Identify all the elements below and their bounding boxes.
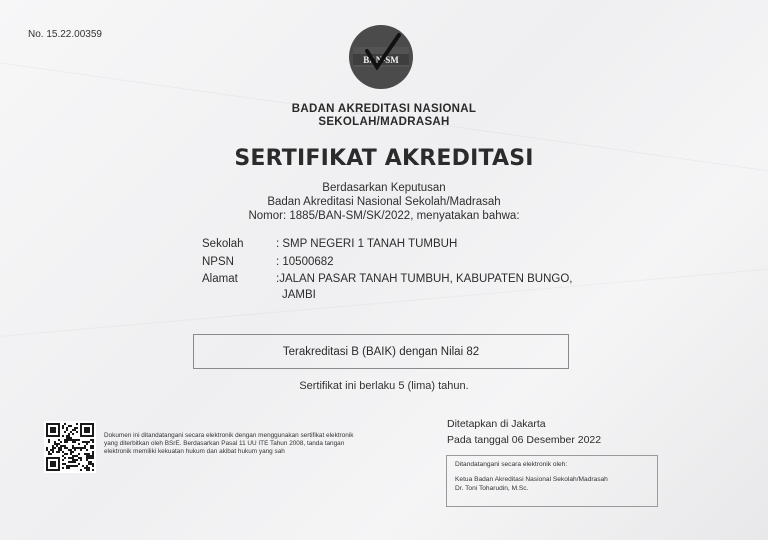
decree-line1: Berdasarkan Keputusan <box>322 182 446 194</box>
electronic-signature-box <box>446 455 658 507</box>
decree-line2: Badan Akreditasi Nasional Sekolah/Madrasah <box>267 196 501 208</box>
npsn-value: : 10500682 <box>276 256 334 268</box>
npsn-label: NPSN <box>202 256 234 268</box>
signing-place: Ditetapkan di Jakarta <box>447 418 546 430</box>
ban-sm-logo <box>347 23 415 91</box>
accreditation-result-box <box>193 334 569 369</box>
qr-code <box>44 421 96 473</box>
school-name-value: : SMP NEGERI 1 TANAH TUMBUH <box>276 238 458 250</box>
signing-date: Pada tanggal 06 Desember 2022 <box>447 434 602 446</box>
decree-line3: Nomor: 1885/BAN-SM/SK/2022, menyatakan bahwa: <box>248 210 520 222</box>
certificate-title: SERTIFIKAT AKREDITASI <box>234 146 534 171</box>
electronic-signature-notice: Dokumen ini ditandatangani secara elektronik dengan menggunakan sertifikat elektronik yang diterbitkan oleh BSrE. Berdasarkan Pasal 11 UU ITE Tahun 2008, tanda tangan elektronik memiliki kekuatan hukum dan akibat hukum yang sah <box>104 432 354 455</box>
address-value-line2: JAMBI <box>282 289 316 301</box>
signer-position: Ketua Badan Akreditasi Nasional Sekolah/Madrasah <box>455 476 608 483</box>
accreditation-result: Terakreditasi B (BAIK) dengan Nilai 82 <box>282 345 480 358</box>
signature-box-heading: Ditandatangani secara elektronik oleh: <box>455 461 568 468</box>
address-value: :JALAN PASAR TANAH TUMBUH, KABUPATEN BUNGO, <box>276 273 573 285</box>
address-label: Alamat <box>202 273 238 285</box>
validity-text: Sertifikat ini berlaku 5 (lima) tahun. <box>299 380 469 392</box>
certificate-number: No. 15.22.00359 <box>28 29 102 40</box>
logo-text: BAN-SM <box>363 55 399 65</box>
school-name-row <box>202 238 457 250</box>
school-name-label: Sekolah <box>202 238 244 250</box>
signer-name: Dr. Toni Toharudin, M.Sc. <box>455 485 529 492</box>
address-row <box>202 273 573 285</box>
organization-line2: SEKOLAH/MADRASAH <box>318 116 450 128</box>
npsn-row <box>202 256 334 268</box>
organization-line1: BADAN AKREDITASI NASIONAL <box>291 103 477 115</box>
